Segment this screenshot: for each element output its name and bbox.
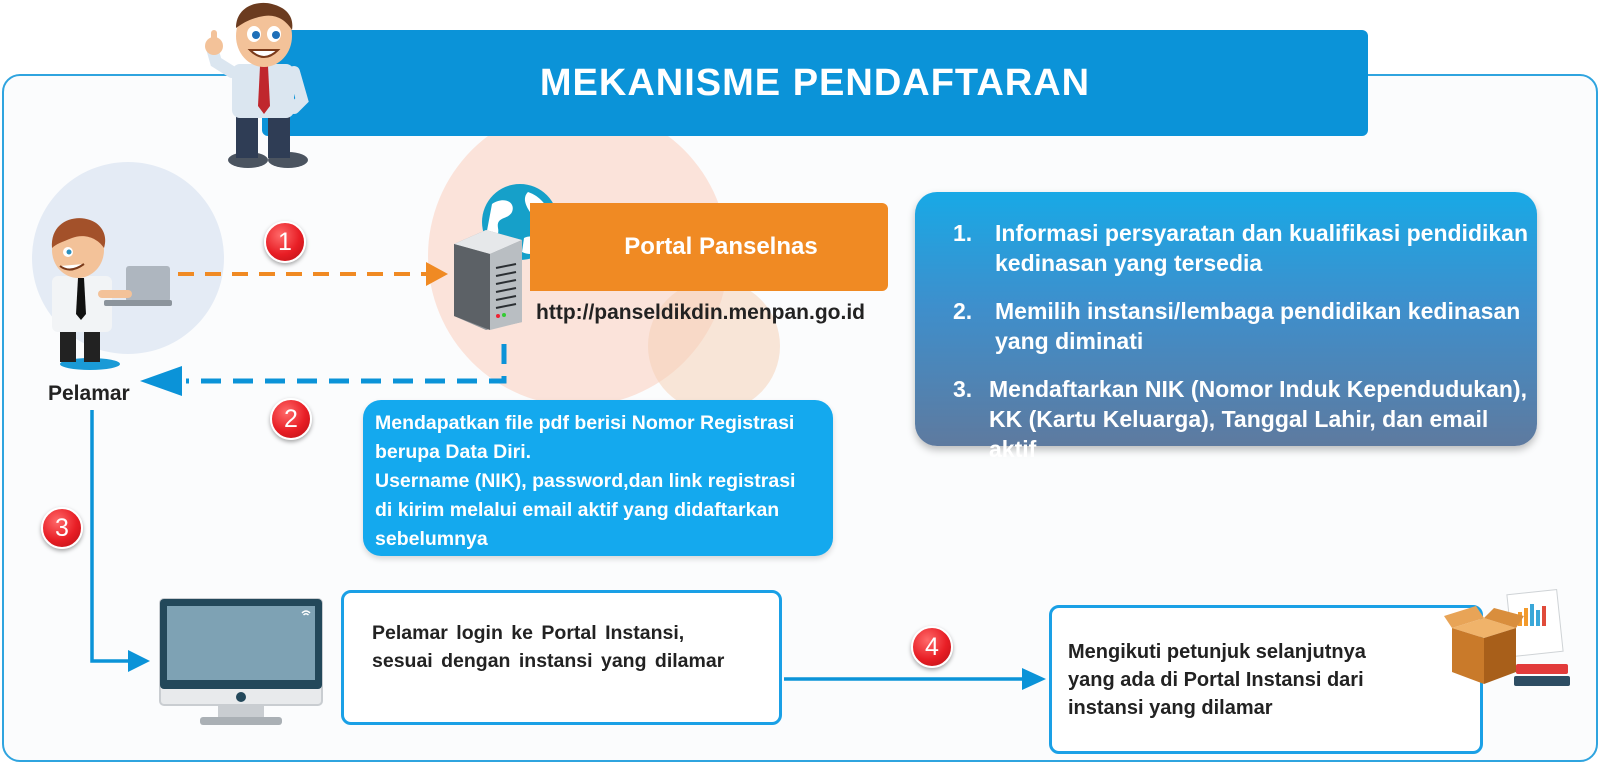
page-title: MEKANISME PENDAFTARAN: [262, 30, 1368, 136]
step-badge-3: 3: [41, 507, 83, 549]
info-item-number: 1.: [953, 220, 973, 246]
follow-line: instansi yang dilamar: [1068, 697, 1273, 719]
info-item-line: Mendaftarkan NIK (Nomor Induk Kependudukan),: [989, 376, 1527, 402]
info-item-number: 3.: [953, 376, 973, 402]
info-item-text: [989, 374, 1537, 464]
info-item-line: Informasi persyaratan dan kualifikasi pendidikan: [995, 220, 1529, 246]
info-item: [953, 374, 1537, 464]
result-line: berupa Data Diri.: [375, 441, 532, 463]
info-item-text: [995, 296, 1520, 356]
info-item: [953, 296, 1520, 356]
arrow-step-3: [92, 410, 132, 661]
info-item-line: yang diminati: [995, 328, 1144, 354]
info-item-line: KK (Kartu Keluarga), Tanggal Lahir, dan email aktif: [989, 406, 1489, 462]
result-line: Username (NIK), password,dan link registrasi: [375, 470, 796, 492]
portal-panselnas-box: Portal Panselnas: [530, 203, 888, 291]
step-badge-1: 1: [264, 221, 306, 263]
info-item: [953, 218, 1528, 278]
arrow-step-2: [186, 344, 504, 381]
result-line: sebelumnya: [375, 528, 488, 550]
follow-line: Mengikuti petunjuk selanjutnya: [1068, 641, 1366, 663]
info-item-text: [995, 218, 1528, 278]
info-item-number: 2.: [953, 298, 973, 324]
info-panel: [915, 192, 1537, 462]
follow-line: yang ada di Portal Instansi dari: [1068, 669, 1364, 691]
result-line: Mendapatkan file pdf berisi Nomor Registrasi: [375, 412, 795, 434]
info-item-line: Memilih instansi/lembaga pendidikan kedinasan: [995, 298, 1521, 324]
login-line: Pelamar login ke Portal Instansi,: [372, 622, 685, 644]
applicant-label: Pelamar: [48, 382, 130, 405]
arrow-step-2-head: [140, 366, 182, 396]
arrow-step-1-head: [426, 262, 448, 286]
follow-instruction-box: [1049, 605, 1483, 754]
step-badge-2: 2: [270, 398, 312, 440]
monitor-icon: [158, 597, 324, 733]
result-line: di kirim melalui email aktif yang didaftarkan: [375, 499, 780, 521]
arrow-step-3-head: [128, 650, 150, 672]
result-box: [363, 400, 833, 556]
login-line: sesuai dengan instansi yang dilamar: [372, 650, 725, 672]
arrow-step-4-head: [1022, 668, 1046, 690]
portal-url[interactable]: http://panseldikdin.menpan.go.id: [536, 301, 865, 324]
step-badge-4: 4: [911, 626, 953, 668]
box-documents-icon: [1450, 588, 1590, 698]
info-item-line: kedinasan yang tersedia: [995, 250, 1263, 276]
login-instruction-box: [341, 590, 782, 725]
